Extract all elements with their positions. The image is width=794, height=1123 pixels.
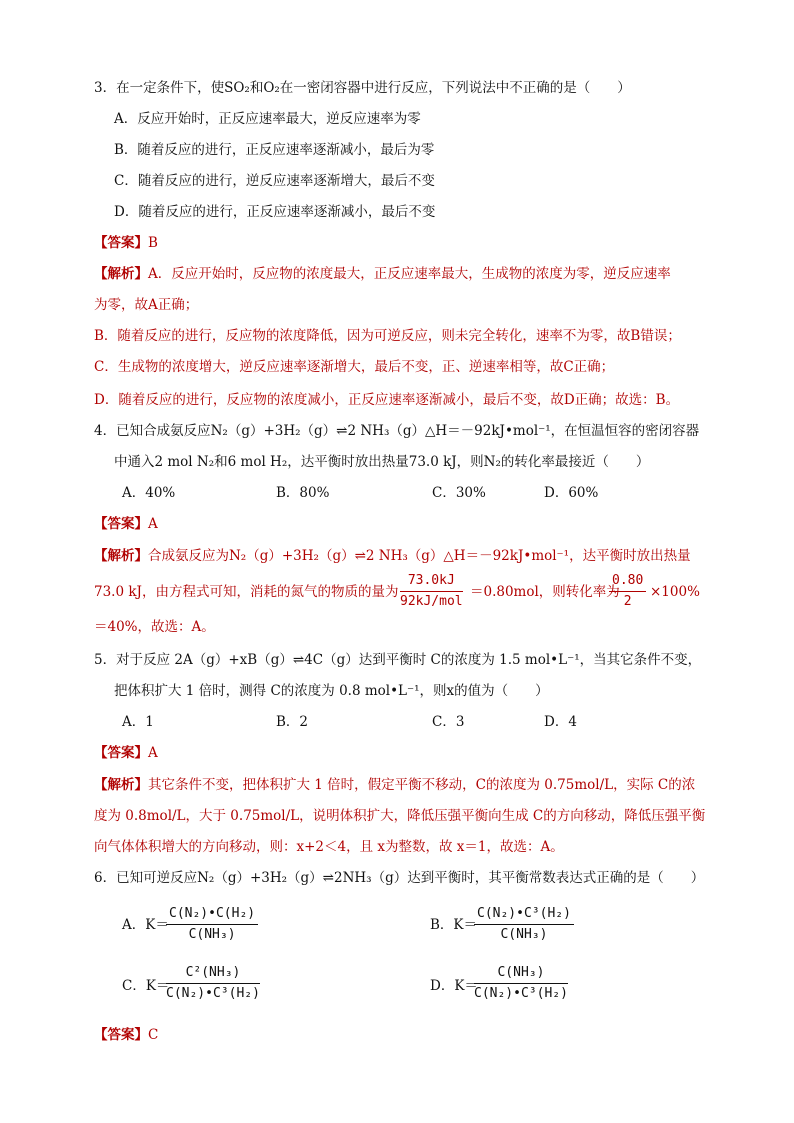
q5-analysis-3: 向气体体积增大的方向移动，则：x+2＜4，且 x为整数，故 x＝1，故选：A。 — [94, 839, 564, 855]
analysis-text: A．反应开始时，反应物的浓度最大，正反应速率最大，生成物的浓度为零，逆反应速率 — [148, 266, 671, 282]
analysis-text: 合成氨反应为N₂（g）+3H₂（g）⇌2 NH₃（g）△H＝－92kJ•mol⁻¹，达平衡时放出热量 — [148, 548, 691, 564]
fraction-moles — [400, 572, 463, 611]
fraction-conversion — [609, 572, 646, 611]
answer-value: A — [148, 745, 158, 761]
q4-stem-2: 中通入2 mol N₂和6 mol H₂，达平衡时放出热量73.0 kJ，则N₂的转化率最接近（ ） — [114, 454, 650, 470]
q6-option-c-label: C．K＝ — [122, 978, 170, 994]
fraction-denominator: C(NH₃) — [500, 927, 548, 942]
q5-analysis-1 — [94, 775, 695, 795]
q3-option-b: B．随着反应的进行，正反应速率逐渐减小，最后为零 — [114, 142, 435, 158]
analysis-tag: 【解析】 — [94, 266, 148, 282]
q6-option-a-fraction — [166, 905, 258, 944]
answer-value: B — [148, 235, 158, 251]
q4-option-b: B．80% — [276, 485, 330, 501]
fraction-denominator: 92kJ/mol — [400, 594, 463, 609]
fraction-denominator: C(N₂)•C³(H₂) — [474, 986, 568, 1001]
q6-option-d-fraction — [474, 964, 568, 1003]
fraction-numerator: C(N₂)•C³(H₂) — [474, 905, 574, 925]
answer-value: C — [148, 1027, 159, 1043]
fraction-numerator: 0.80 — [609, 572, 646, 592]
answer-value: A — [148, 516, 158, 532]
q4-analysis-3: ＝40%，故选：A。 — [94, 619, 215, 635]
q3-analysis-5: D．随着反应的进行，反应物的浓度减小，正反应速率逐渐减小，最后不变，故D正确；故选：B。 — [94, 392, 680, 408]
analysis-text: 其它条件不变，把体积扩大 1 倍时，假定平衡不移动，C的浓度为 0.75mol/L，实际 C的浓 — [148, 777, 696, 793]
q4-analysis-2b: ＝0.80mol，则转化率为 — [470, 584, 620, 600]
q4-analysis-1 — [94, 546, 691, 566]
q4-stem-1: 4．已知合成氨反应N₂（g）+3H₂（g）⇌2 NH₃（g）△H＝－92kJ•mol⁻¹，在恒温恒容的密闭容器 — [94, 423, 700, 439]
q4-analysis-2a: 73.0 kJ，由方程式可知，消耗的氮气的物质的量为 — [94, 584, 399, 600]
fraction-denominator: 2 — [623, 594, 632, 609]
q3-analysis-2: 为零，故A正确； — [94, 297, 199, 313]
q5-stem-2: 把体积扩大 1 倍时，测得 C的浓度为 0.8 mol•L⁻¹，则x的值为（ ） — [114, 683, 549, 699]
q6-option-d-label: D．K＝ — [430, 978, 478, 994]
q3-analysis-4: C．生成物的浓度增大，逆反应速率逐渐增大，最后不变，正、逆速率相等，故C正确； — [94, 359, 615, 375]
q3-option-c: C．随着反应的进行，逆反应速率逐渐增大，最后不变 — [114, 173, 435, 189]
q5-analysis-2: 度为 0.8mol/L，大于 0.75mol/L，说明体积扩大，降低压强平衡向生成 C的方向移动，降低压强平衡 — [94, 808, 706, 824]
fraction-numerator: C(NH₃) — [474, 964, 568, 984]
q4-option-c: C．30% — [432, 485, 486, 501]
q6-option-b-fraction — [474, 905, 574, 944]
q3-stem: 3．在一定条件下，使SO₂和O₂在一密闭容器中进行反应，下列说法中不正确的是（ ） — [94, 80, 631, 96]
q6-option-a-label: A．K＝ — [122, 917, 169, 933]
fraction-denominator: C(N₂)•C³(H₂) — [166, 986, 260, 1001]
analysis-tag: 【解析】 — [94, 548, 148, 564]
q6-stem: 6．已知可逆反应N₂（g）+3H₂（g）⇌2NH₃（g）达到平衡时，其平衡常数表达式正确的是（ ） — [94, 870, 705, 886]
q5-option-d: D．4 — [544, 714, 577, 730]
q4-analysis-2c: ×100% — [650, 584, 700, 600]
q4-option-a: A．40% — [122, 485, 176, 501]
answer-tag: 【答案】 — [94, 1027, 148, 1043]
fraction-numerator: 73.0kJ — [400, 572, 463, 592]
fraction-numerator: C²(NH₃) — [166, 964, 260, 984]
q3-option-a: A．反应开始时，正反应速率最大，逆反应速率为零 — [114, 111, 421, 127]
q3-analysis-1 — [94, 264, 671, 284]
q5-option-b: B．2 — [276, 714, 309, 730]
fraction-denominator: C(NH₃) — [188, 927, 236, 942]
analysis-tag: 【解析】 — [94, 777, 148, 793]
fraction-numerator: C(N₂)•C(H₂) — [166, 905, 258, 925]
q4-option-d: D．60% — [544, 485, 599, 501]
answer-tag: 【答案】 — [94, 235, 148, 251]
q6-option-b-label: B．K＝ — [430, 917, 478, 933]
q3-analysis-3: B．随着反应的进行，反应物的浓度降低，因为可逆反应，则未完全转化，速率不为零，故B错误； — [94, 328, 681, 344]
answer-tag: 【答案】 — [94, 516, 148, 532]
q6-option-c-fraction — [166, 964, 260, 1003]
q4-answer — [94, 514, 158, 534]
q5-option-c: C．3 — [432, 714, 465, 730]
q3-option-d: D．随着反应的进行，正反应速率逐渐减小，最后不变 — [114, 204, 436, 220]
q5-answer — [94, 743, 158, 763]
q5-option-a: A．1 — [122, 714, 154, 730]
q3-answer — [94, 233, 158, 253]
answer-tag: 【答案】 — [94, 745, 148, 761]
q5-stem-1: 5．对于反应 2A（g）+xB（g）⇌4C（g）达到平衡时 C的浓度为 1.5 mol•L⁻¹，当其它条件不变， — [94, 652, 702, 668]
q6-answer — [94, 1025, 158, 1045]
